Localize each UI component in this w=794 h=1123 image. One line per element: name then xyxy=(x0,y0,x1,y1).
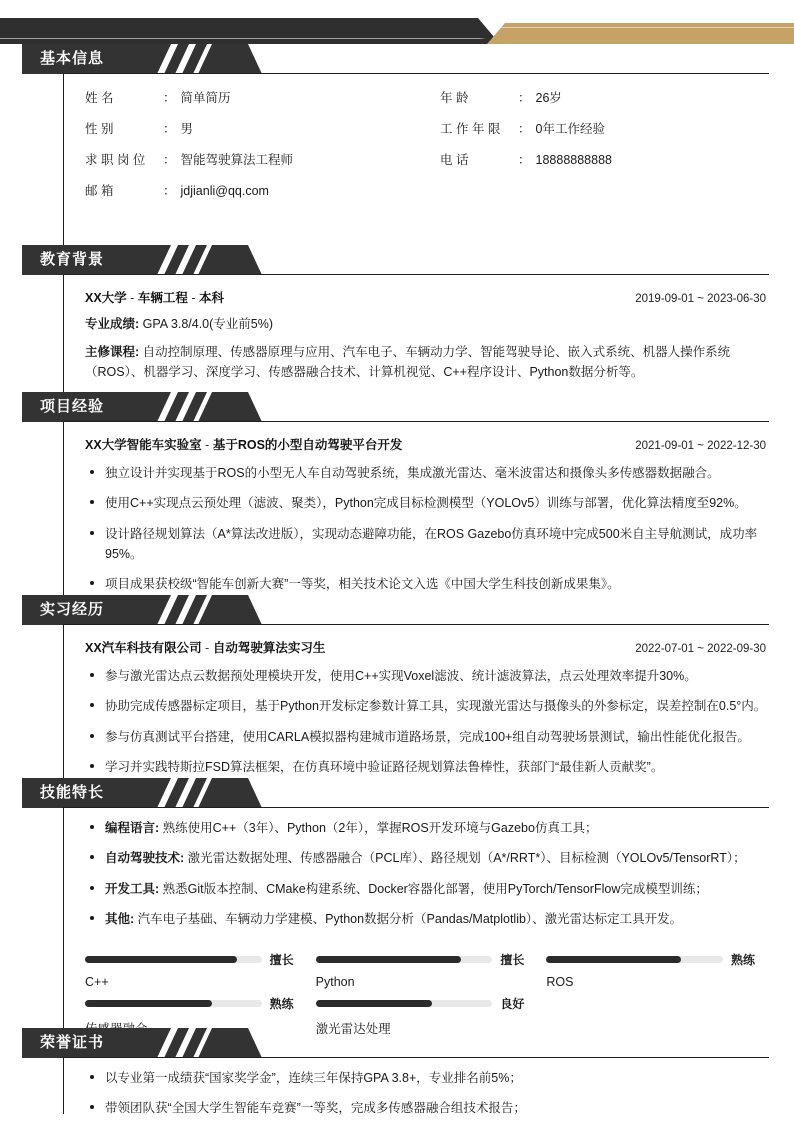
info-value-gender: 男 xyxy=(180,122,194,136)
project-entry-header xyxy=(85,435,769,453)
skill-bar-name: 激光雷达处理 xyxy=(315,1022,391,1036)
section-title-basic-info: 基本信息 xyxy=(40,50,105,67)
info-row-position xyxy=(85,150,440,168)
skill-bar-name: Python xyxy=(315,975,355,989)
separator: - xyxy=(205,438,213,452)
section-internship xyxy=(0,595,794,774)
skill-bar-track-row xyxy=(316,995,531,1012)
skill-bar-track-row xyxy=(546,951,761,968)
internship-entry-title xyxy=(85,638,325,656)
section-title-honors: 荣誉证书 xyxy=(40,1034,105,1051)
info-colon: ： xyxy=(163,122,176,136)
info-label: 电 话 xyxy=(440,153,469,167)
skill-bar-fill xyxy=(546,956,680,963)
education-gpa-label: 专业成绩: xyxy=(85,317,140,331)
project-entry-title xyxy=(85,435,402,453)
skill-bar-track xyxy=(85,1000,262,1007)
skill-bar-track-row xyxy=(316,951,531,968)
section-header-projects xyxy=(22,392,272,422)
internship-role: 自动驾驶算法实习生 xyxy=(212,641,326,655)
skill-text: 熟悉Git版本控制、CMake构建系统、Docker容器化部署，使用PyTorch/TensorFlow完成模型训练； xyxy=(159,881,708,896)
separator: - xyxy=(130,291,138,305)
skill-text: 汽车电子基础、车辆动力学建模、Python数据分析（Pandas/Matplotlib）、激光雷达标定工具开发。 xyxy=(134,911,683,926)
info-value-email: jdjianli@qq.com xyxy=(180,184,269,198)
list-item: 学习并实践特斯拉FSD算法框架，在仿真环境中验证路径规划算法鲁棒性，获部门“最佳新人贡献奖”。 xyxy=(85,757,769,777)
info-value-age: 26岁 xyxy=(535,91,562,105)
education-courses-label: 主修课程: xyxy=(85,345,140,360)
list-item xyxy=(85,818,769,838)
info-colon: ： xyxy=(163,91,176,105)
education-major: 车辆工程 xyxy=(137,291,188,305)
info-row-phone xyxy=(440,150,769,168)
skill-bar-level: 良好 xyxy=(500,997,525,1011)
section-projects xyxy=(0,392,794,591)
section-body-basic-info xyxy=(63,74,769,199)
skill-label: 自动驾驶技术: xyxy=(105,851,185,866)
skill-bar-name: ROS xyxy=(546,975,574,989)
list-item: 独立设计并实现基于ROS的小型无人车自动驾驶系统，集成激光雷达、毫米波雷达和摄像头多传感器数据融合。 xyxy=(85,463,769,483)
top-decorative-banner xyxy=(0,18,794,44)
education-date: 2019-09-01 ~ 2023-06-30 xyxy=(635,293,766,305)
section-title-projects: 项目经验 xyxy=(40,398,105,415)
skill-bar-level: 熟练 xyxy=(269,997,294,1011)
education-entry-title xyxy=(85,288,224,306)
education-entry-header xyxy=(85,288,769,306)
section-header-basic-info xyxy=(22,44,272,74)
info-value-name: 简单简历 xyxy=(180,91,231,105)
banner-gold-bar-highlight xyxy=(497,27,794,28)
skill-bar-item xyxy=(316,951,531,989)
section-education xyxy=(0,245,794,379)
info-label: 邮 箱 xyxy=(85,184,114,198)
skill-bar-fill xyxy=(316,1000,433,1007)
list-item: 参与仿真测试平台搭建，使用CARLA模拟器构建城市道路场景，完成100+组自动驾驶场景测试，输出性能优化报告。 xyxy=(85,727,769,747)
info-row-email xyxy=(85,181,440,199)
info-label: 工 作 年 限 xyxy=(440,122,501,136)
section-header-internship xyxy=(22,595,272,625)
education-school: XX大学 xyxy=(85,291,127,305)
project-role: 基于ROS的小型自动驾驶平台开发 xyxy=(212,438,403,452)
skill-bar-fill xyxy=(316,956,461,963)
section-body-skills xyxy=(63,808,769,1037)
section-honors xyxy=(0,1028,794,1116)
info-colon: ： xyxy=(163,153,176,167)
skill-bar-track xyxy=(316,956,493,963)
skill-bar-track xyxy=(85,956,262,963)
list-item: 协助完成传感器标定项目，基于Python开发标定参数计算工具，实现激光雷达与摄像头的外参标定，误差控制在0.5°内。 xyxy=(85,696,769,716)
project-date: 2021-09-01 ~ 2022-12-30 xyxy=(635,440,766,452)
info-value-work-years: 0年工作经验 xyxy=(535,122,605,136)
list-item: 项目成果获校级“智能车创新大赛”一等奖，相关技术论文入选《中国大学生科技创新成果集》。 xyxy=(85,574,769,594)
info-spacer xyxy=(440,181,769,199)
section-title-skills: 技能特长 xyxy=(40,784,105,801)
skill-label: 其他: xyxy=(105,911,135,926)
basic-info-grid xyxy=(85,74,769,199)
internship-org: XX汽车科技有限公司 xyxy=(85,641,202,655)
project-org: XX大学智能车实验室 xyxy=(85,438,202,452)
education-gpa-value: GPA 3.8/4.0(专业前5%) xyxy=(139,317,274,331)
skills-bullet-list xyxy=(85,818,769,929)
banner-dark-bar xyxy=(0,18,500,44)
info-value-phone: 18888888888 xyxy=(535,153,612,167)
list-item: 参与激光雷达点云数据预处理模块开发，使用C++实现Voxel滤波、统计滤波算法，点云处理效率提升30%。 xyxy=(85,666,769,686)
section-body-internship xyxy=(63,625,769,777)
section-header-skills xyxy=(22,778,272,808)
section-body-honors xyxy=(63,1058,769,1119)
list-item xyxy=(85,879,769,899)
skill-bar-grid xyxy=(85,951,769,1037)
section-header-honors xyxy=(22,1028,272,1058)
education-courses-value: 自动控制原理、传感器原理与应用、汽车电子、车辆动力学、智能驾驶导论、嵌入式系统、机器人操作系统（ROS）、机器学习、深度学习、传感器融合技术、计算机视觉、C++程序设计、Python数据分析等。 xyxy=(85,345,731,379)
list-item: 设计路径规划算法（A*算法改进版），实现动态避障功能，在ROS Gazebo仿真环境中完成500米自主导航测试，成功率95%。 xyxy=(85,524,769,565)
list-item xyxy=(85,909,769,929)
skill-text: 激光雷达数据处理、传感器融合（PCL库）、路径规划（A*/RRT*）、目标检测（YOLOv5/TensorRT）； xyxy=(184,851,746,866)
skill-bar-fill xyxy=(85,956,237,963)
project-bullet-list xyxy=(85,463,769,594)
section-body-education xyxy=(63,275,769,382)
separator: - xyxy=(205,641,213,655)
info-label: 求 职 岗 位 xyxy=(85,153,146,167)
section-body-projects xyxy=(63,422,769,594)
section-title-internship: 实习经历 xyxy=(40,601,105,618)
section-title-education: 教育背景 xyxy=(40,251,105,268)
skill-bar-item xyxy=(85,951,300,989)
skill-bar-item xyxy=(546,951,761,989)
list-item: 使用C++实现点云预处理（滤波、聚类），Python完成目标检测模型（YOLOv5）训练与部署，优化算法精度至92%。 xyxy=(85,493,769,513)
internship-bullet-list xyxy=(85,666,769,777)
skill-label: 开发工具: xyxy=(105,881,160,896)
skill-text: 熟练使用C++（3年）、Python（2年），掌握ROS开发环境与Gazebo仿真工具； xyxy=(159,821,598,835)
list-item xyxy=(85,848,769,868)
info-label: 年 龄 xyxy=(440,91,469,105)
section-basic-info xyxy=(0,44,794,198)
skill-bar-fill xyxy=(85,1000,212,1007)
skill-bar-track xyxy=(316,1000,493,1007)
info-row-work-years xyxy=(440,119,769,137)
honors-bullet-list xyxy=(85,1068,769,1119)
skill-bar-name: C++ xyxy=(85,975,109,989)
list-item: 以专业第一成绩获“国家奖学金”，连续三年保持GPA 3.8+，专业排名前5%； xyxy=(85,1068,769,1088)
info-row-age xyxy=(440,88,769,106)
internship-date: 2022-07-01 ~ 2022-09-30 xyxy=(635,643,766,655)
info-value-position: 智能驾驶算法工程师 xyxy=(180,153,294,167)
info-colon: ： xyxy=(518,91,531,105)
section-skills xyxy=(0,778,794,1036)
info-colon: ： xyxy=(163,184,176,198)
skill-bar-track-row xyxy=(85,951,300,968)
skill-bar-level: 擅长 xyxy=(269,953,294,967)
internship-entry-header xyxy=(85,638,769,656)
education-degree: 本科 xyxy=(198,291,224,305)
separator: - xyxy=(191,291,199,305)
education-gpa-line xyxy=(85,315,769,334)
skill-bar-track-row xyxy=(85,995,300,1012)
info-colon: ： xyxy=(518,122,531,136)
info-label: 性 别 xyxy=(85,122,114,136)
skill-bar-track xyxy=(546,956,723,963)
education-courses-line xyxy=(85,343,769,382)
skill-bar-level: 擅长 xyxy=(500,953,525,967)
list-item: 带领团队获“全国大学生智能车竞赛”一等奖，完成多传感器融合组技术报告； xyxy=(85,1098,769,1118)
info-colon: ： xyxy=(518,153,531,167)
info-label: 姓 名 xyxy=(85,91,114,105)
skill-bar-level: 熟练 xyxy=(731,953,756,967)
info-row-gender xyxy=(85,119,440,137)
info-row-name xyxy=(85,88,440,106)
skill-label: 编程语言: xyxy=(105,821,160,835)
section-header-education xyxy=(22,245,272,275)
banner-dark-bar-highlight xyxy=(0,38,495,39)
